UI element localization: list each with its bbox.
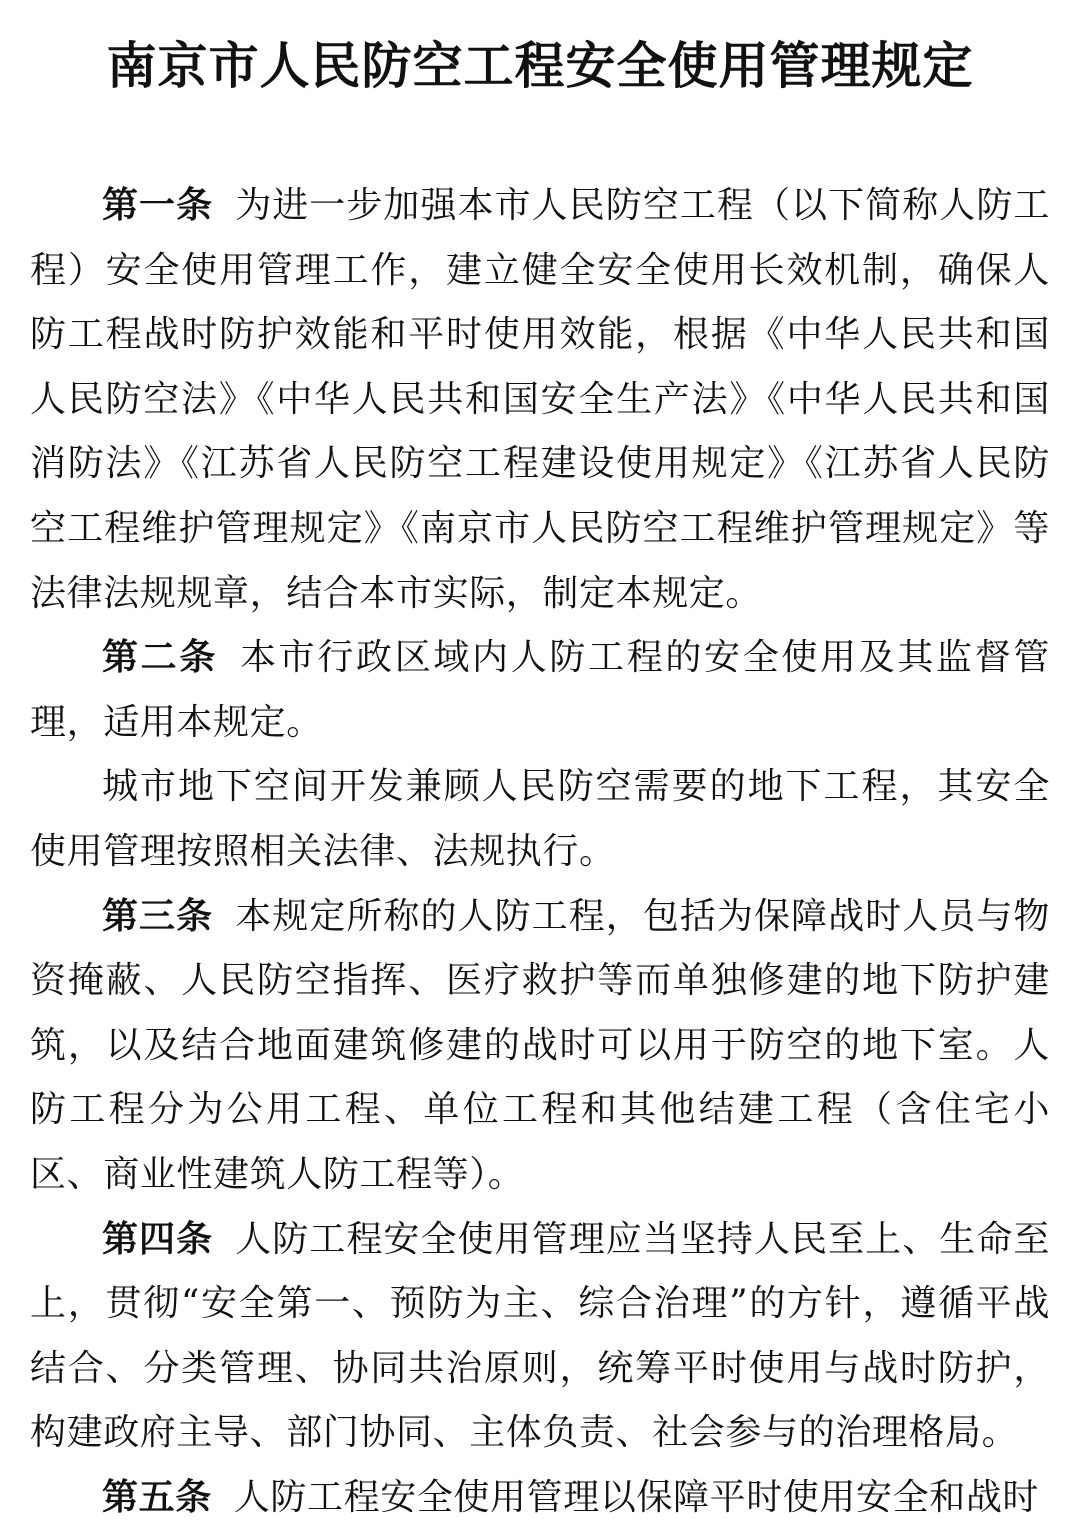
article-label: 第三条 xyxy=(102,895,214,937)
document-body xyxy=(30,174,1050,1525)
article-4-paragraph xyxy=(30,1208,1050,1466)
article-2-paragraph xyxy=(30,626,1050,755)
article-2-continuation-paragraph xyxy=(30,755,1050,884)
article-label: 第四条 xyxy=(102,1218,214,1260)
article-label: 第五条 xyxy=(102,1476,212,1518)
article-text: 为进一步加强本市人民防空工程（以下简称人防工程）安全使用管理工作，建立健全安全使用长效机制，确保人防工程战时防护效能和平时使用效能，根据《中华人民共和国人民防空法》《中华人民共和国安全生产法》《中华人民共和国消防法》《江苏省人民防空工程建设使用规定》《江苏省人民防空工程维护管理规定》《南京市人民防空工程维护管理规定》等法律法规规章，结合本市实际，制定本规定。 xyxy=(30,185,1050,614)
article-3-paragraph xyxy=(30,885,1050,1208)
article-text: 人防工程安全使用管理以保障平时使用安全和战时 xyxy=(233,1476,1040,1518)
article-text: 本规定所称的人防工程，包括为保障战时人员与物资掩蔽、人民防空指挥、医疗救护等而单独修建的地下防护建筑，以及结合地面建筑修建的战时可以用于防空的地下室。人防工程分为公用工程、单位工程和其他结建工程（含住宅小区、商业性建筑人防工程等）。 xyxy=(30,895,1050,1195)
article-1-paragraph xyxy=(30,174,1050,626)
article-text: 本市行政区域内人防工程的安全使用及其监督管理，适用本规定。 xyxy=(30,637,1050,743)
article-text: 城市地下空间开发兼顾人民防空需要的地下工程，其安全使用管理按照相关法律、法规执行。 xyxy=(30,766,1050,872)
article-text: 人防工程安全使用管理应当坚持人民至上、生命至上，贯彻“安全第一、预防为主、综合治理”的方针，遵循平战结合、分类管理、协同共治原则，统筹平时使用与战时防护，构建政府主导、部门协同、主体负责、社会参与的治理格局。 xyxy=(30,1218,1050,1454)
document-title: 南京市人民防空工程安全使用管理规定 xyxy=(106,37,974,95)
article-5-paragraph xyxy=(30,1466,1050,1525)
article-label: 第一条 xyxy=(102,185,214,226)
article-label: 第二条 xyxy=(102,637,219,679)
